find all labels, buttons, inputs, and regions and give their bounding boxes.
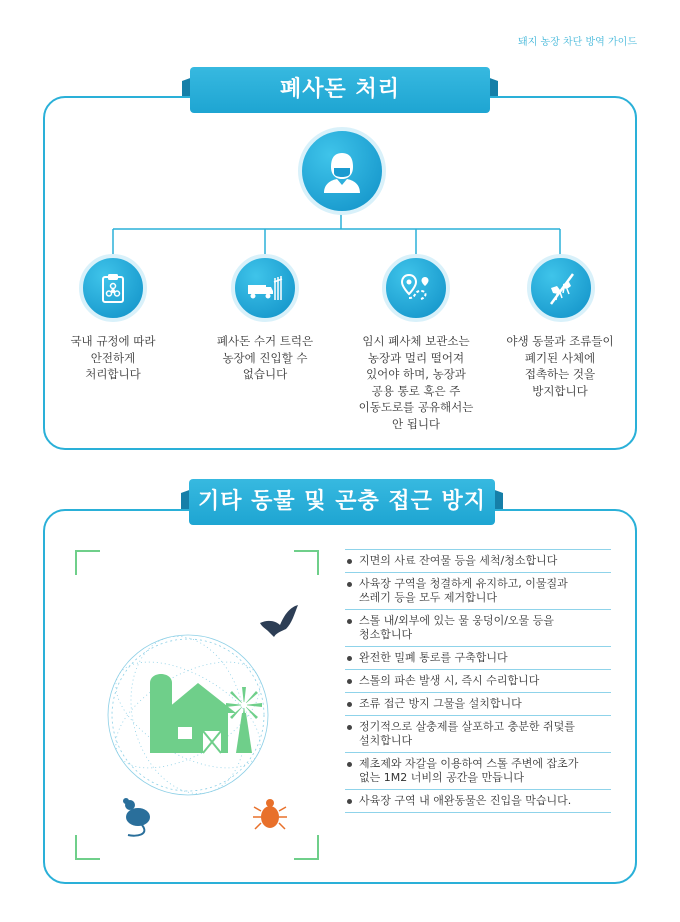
truck-gate-icon (231, 254, 299, 322)
prevention-item: 제초제와 자갈을 이용하여 스톨 주변에 잡초가 없는 1M2 너비의 공간을 만듭니다 (345, 753, 611, 790)
disposal-caption-4: 야생 동물과 조류들이 폐기된 사체에 접촉하는 것을 방지합니다 (506, 334, 614, 398)
disposal-caption-3: 임시 폐사체 보관소는 농장과 멀리 떨어져 있어야 하며, 농장과 공용 통로 혹은 주 이동도로를 공유해서는 안 됩니다 (358, 334, 474, 431)
disposal-caption-2: 폐사돈 수거 트럭은 농장에 진입할 수 없습니다 (216, 334, 314, 381)
mouse-icon (123, 798, 150, 836)
disposal-caption-1: 국내 규정에 따라 안전하게 처리합니다 (70, 334, 156, 381)
prevention-item: 사육장 구역 내 애완동물은 진입을 막습니다. (345, 790, 611, 813)
section2-title: 기타 동물 및 곤충 접근 방지 (197, 489, 487, 514)
farm-illustration (70, 545, 330, 865)
prevention-list (345, 549, 611, 813)
farm-barn-icon (150, 674, 262, 753)
worker-mask-icon (298, 127, 386, 215)
tick-icon (253, 799, 287, 829)
prevention-item: 사육장 구역을 청결하게 유지하고, 이물질과 쓰레기 등을 모두 제거합니다 (345, 573, 611, 610)
biohazard-clipboard-icon (79, 254, 147, 322)
prevention-item: 스톨 내/외부에 있는 물 웅덩이/오물 등을 청소합니다 (345, 610, 611, 647)
section1-title: 폐사돈 처리 (280, 77, 400, 102)
prevention-item: 완전한 밀폐 통로를 구축합니다 (345, 647, 611, 670)
guide-caption: 돼지 농장 차단 방역 가이드 (518, 37, 637, 48)
section2-ribbon (189, 479, 495, 525)
prevention-item: 지면의 사료 잔여물 등을 세척/청소합니다 (345, 549, 611, 573)
prevention-item: 정기적으로 살충제를 살포하고 충분한 쥐덫를 설치합니다 (345, 716, 611, 753)
prevention-item: 스톨의 파손 발생 시, 즉시 수리합니다 (345, 670, 611, 693)
location-route-icon (382, 254, 450, 322)
bird-icon (260, 605, 298, 637)
no-animals-icon (527, 254, 595, 322)
prevention-item: 조류 접근 방지 그물을 설치합니다 (345, 693, 611, 716)
